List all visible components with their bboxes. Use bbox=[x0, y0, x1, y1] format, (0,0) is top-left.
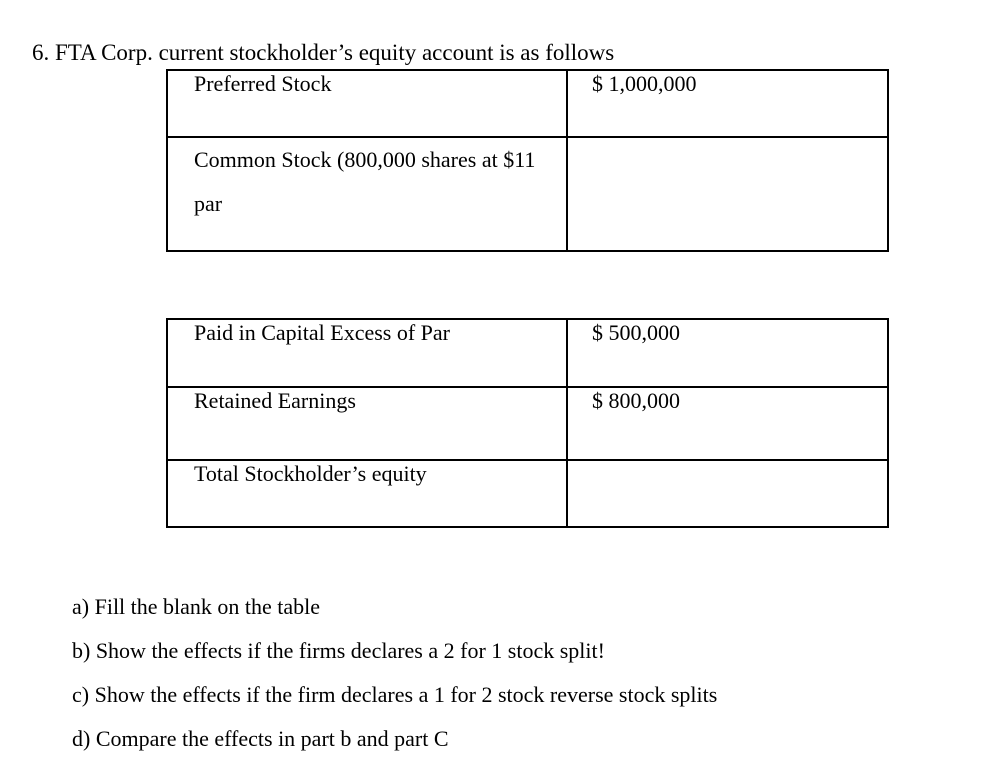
question-a: a) Fill the blank on the table bbox=[72, 594, 321, 619]
equity-table-bottom bbox=[166, 318, 889, 528]
table-row-total-equity bbox=[167, 460, 888, 527]
common-stock-label: Common Stock (800,000 shares at $11 par bbox=[194, 147, 536, 216]
common-stock-value bbox=[567, 137, 888, 251]
paid-in-capital-label: Paid in Capital Excess of Par bbox=[167, 319, 567, 387]
table-row-paid-in-capital bbox=[167, 319, 888, 387]
retained-earnings-value: $ 800,000 bbox=[567, 387, 888, 460]
question-d: d) Compare the effects in part b and part C bbox=[72, 726, 449, 751]
preferred-stock-value: $ 1,000,000 bbox=[567, 70, 888, 137]
retained-earnings-label: Retained Earnings bbox=[167, 387, 567, 460]
question-list bbox=[72, 589, 717, 765]
equity-table-top bbox=[166, 69, 889, 252]
paid-in-capital-value: $ 500,000 bbox=[567, 319, 888, 387]
question-c: c) Show the effects if the firm declares a 1 for 2 stock reverse stock splits bbox=[72, 682, 718, 707]
total-equity-value bbox=[567, 460, 888, 527]
total-equity-label: Total Stockholder’s equity bbox=[167, 460, 567, 527]
common-stock-label-cell bbox=[167, 137, 567, 251]
question-b: b) Show the effects if the firms declares a 2 for 1 stock split! bbox=[72, 638, 605, 663]
table-row-preferred-stock bbox=[167, 70, 888, 137]
question-heading: 6. FTA Corp. current stockholder’s equity account is as follows bbox=[32, 40, 615, 65]
table-row-common-stock bbox=[167, 137, 888, 251]
table-row-retained-earnings bbox=[167, 387, 888, 460]
preferred-stock-label: Preferred Stock bbox=[167, 70, 567, 137]
